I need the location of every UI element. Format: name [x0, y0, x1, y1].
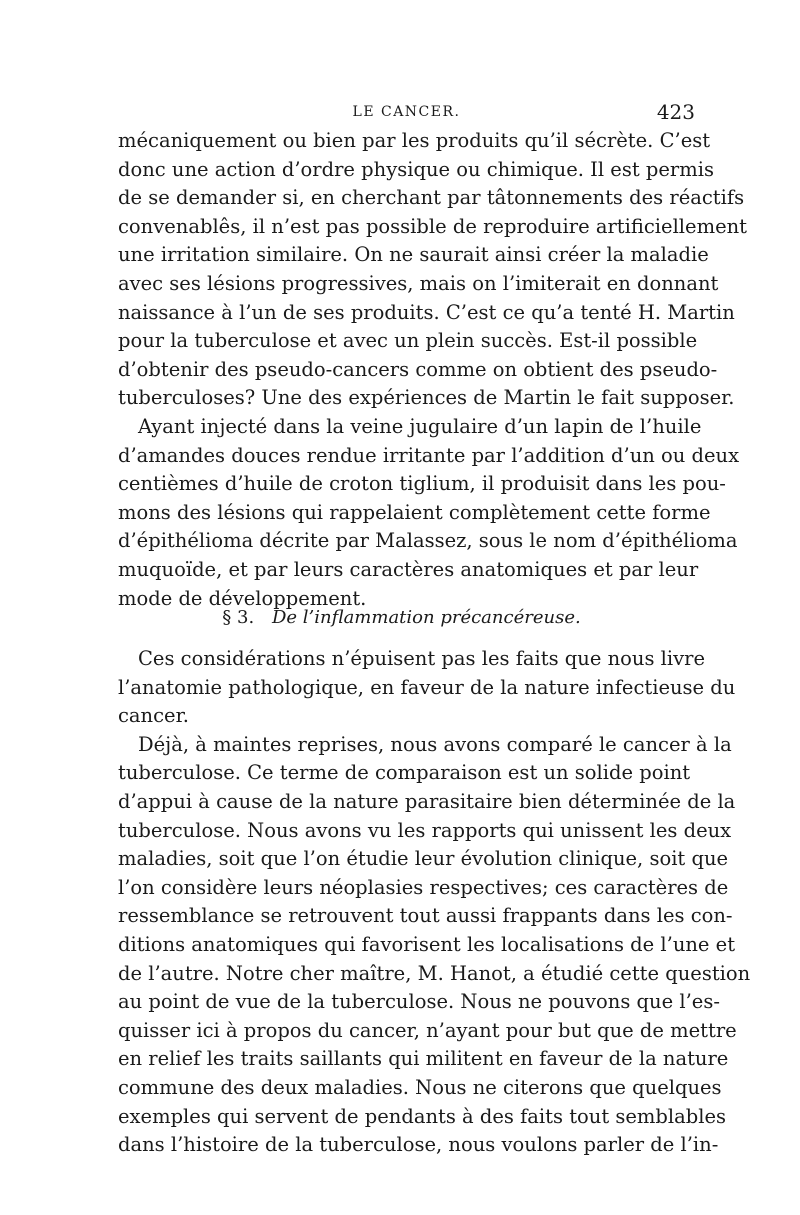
text-line: de se demander si, en cherchant par tâtonnements des réactifs: [118, 186, 745, 210]
text-line: en relief les traits saillants qui militent en faveur de la nature: [118, 1047, 729, 1071]
text-line: mécaniquement ou bien par les produits qu’il sécrète. C’est: [118, 129, 711, 152]
text-line: d’appui à cause de la nature parasitaire bien déterminée de la: [118, 789, 736, 813]
running-title: LE CANCER.: [352, 104, 461, 120]
running-head: [118, 100, 695, 124]
text-line: Ayant injecté dans la veine jugulaire d’un lapin de l’huile: [138, 414, 702, 438]
text-line: exemples qui servent de pendants à des faits tout semblables: [118, 1104, 727, 1128]
text-line: convenablês, il n’est pas possible de reproduire artificiellement: [118, 214, 748, 238]
text-line: d’amandes douces rendue irritante par l’addition d’un ou deux: [118, 443, 740, 467]
text-line: centièmes d’huile de croton tiglium, il produisit dans les pou-: [118, 472, 726, 496]
text-line: d’épithélioma décrite par Malassez, sous le nom d’épithélioma: [118, 529, 738, 553]
text-line: mode de développement.: [118, 586, 367, 610]
text-line: l’on considère leurs néoplasies respectives; ces caractères de: [118, 875, 729, 899]
text-block-2: [118, 645, 751, 1160]
text-line: quisser ici à propos du cancer, n’ayant pour but que de mettre: [118, 1018, 737, 1042]
text-line: donc une action d’ordre physique ou chimique. Il est permis: [118, 157, 714, 181]
text-block-1: [118, 127, 748, 613]
text-line: de l’autre. Notre cher maître, M. Hanot, a étudié cette question: [118, 961, 751, 985]
text-line: cancer.: [118, 704, 189, 728]
text-line: tuberculoses? Une des expériences de Martin le fait supposer.: [118, 386, 735, 410]
section-marker: § 3.: [222, 607, 255, 628]
text-line: Déjà, à maintes reprises, nous avons comparé le cancer à la: [138, 732, 732, 756]
text-line: muquoïde, et par leurs caractères anatomiques et par leur: [118, 557, 699, 581]
text-line: une irritation similaire. On ne saurait ainsi créer la maladie: [118, 243, 709, 267]
text-line: dans l’histoire de la tuberculose, nous voulons parler de l’in-: [118, 1133, 719, 1157]
section-title: De l’inflammation précancéreuse.: [271, 607, 581, 628]
text-line: mons des lésions qui rappelaient complètement cette forme: [118, 500, 711, 524]
section-heading: [118, 607, 685, 628]
text-line: commune des deux maladies. Nous ne citerons que quelques: [118, 1075, 722, 1099]
text-line: l’anatomie pathologique, en faveur de la nature infectieuse du: [118, 675, 736, 699]
text-line: tuberculose. Nous avons vu les rapports qui unissent les deux: [118, 818, 732, 842]
text-line: au point de vue de la tuberculose. Nous ne pouvons que l’es-: [118, 990, 720, 1014]
text-line: Ces considérations n’épuisent pas les faits que nous livre: [138, 647, 706, 670]
text-line: naissance à l’un de ses produits. C’est ce qu’a tenté H. Martin: [118, 300, 735, 324]
text-line: tuberculose. Ce terme de comparaison est un solide point: [118, 761, 691, 785]
text-line: maladies, soit que l’on étudie leur évolution clinique, soit que: [118, 847, 729, 871]
text-line: avec ses lésions progressives, mais on l’imiterait en donnant: [118, 271, 719, 295]
page-number: 423: [656, 100, 695, 124]
text-line: ressemblance se retrouvent tout aussi frappants dans les con-: [118, 904, 733, 928]
text-line: pour la tuberculose et avec un plein succès. Est-il possible: [118, 329, 698, 353]
text-line: ditions anatomiques qui favorisent les localisations de l’une et: [118, 932, 736, 956]
text-line: d’obtenir des pseudo-cancers comme on obtient des pseudo-: [118, 357, 718, 381]
